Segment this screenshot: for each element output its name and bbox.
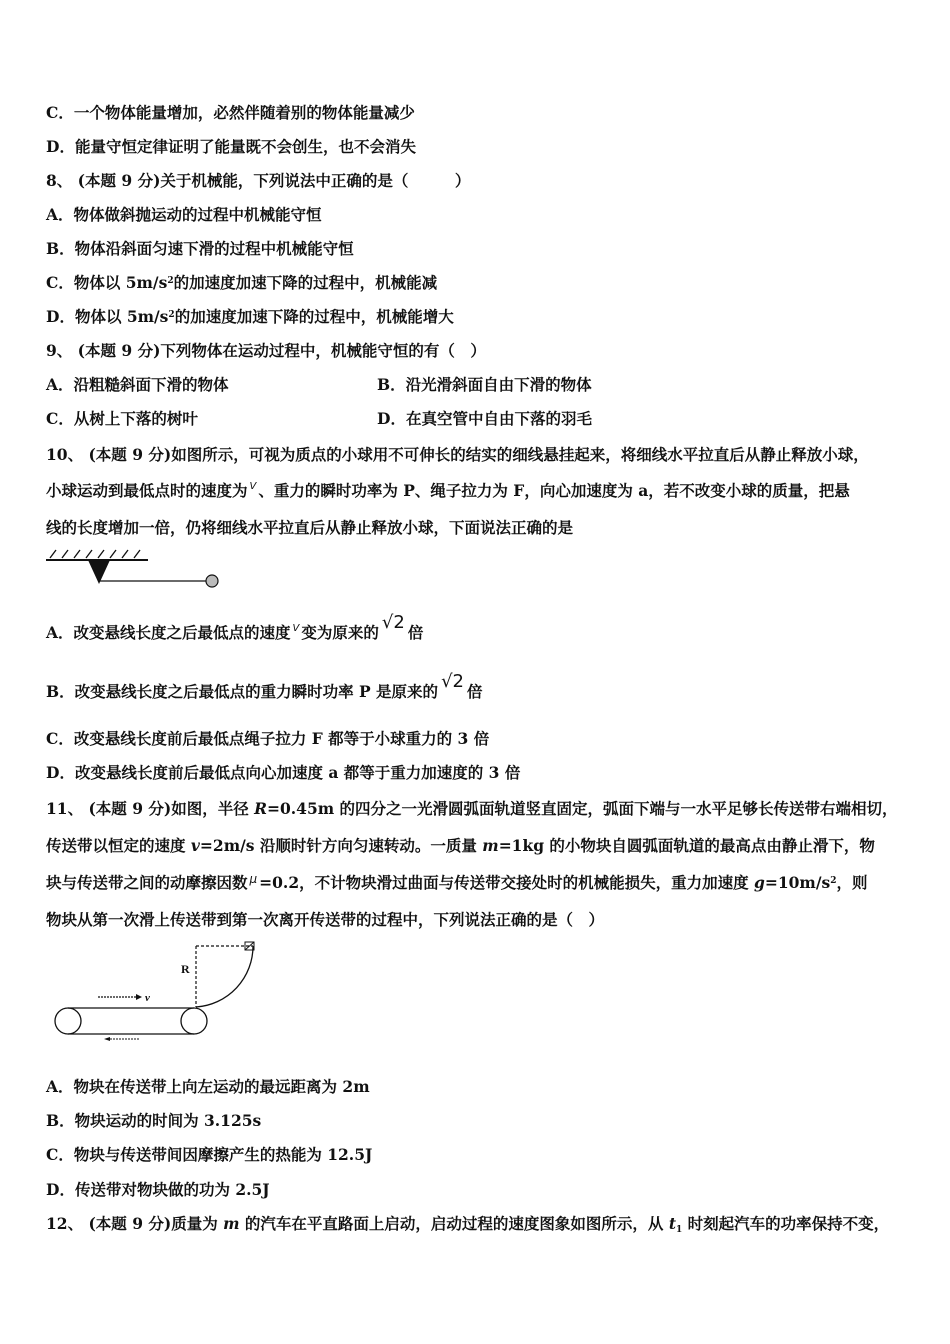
q12-stem: 12、 (本题 9 分)质量为 m 的汽车在平直路面上启动，启动过程的速度图象如图所示，从 t1 时刻起汽车的功率保持不变，: [46, 1214, 890, 1235]
q10-stem-line3: 线的长度增加一倍，仍将细线水平拉直后从静止释放小球，下面说法正确的是: [46, 518, 574, 537]
q8-option-c: C．物体以 $5m/s^2$的加速度加速下降的过程中，机械能减: [46, 273, 438, 292]
q10-stem-line1: 10、 (本题 9 分)如图所示，可视为质点的小球用不可伸长的结实的细线悬挂起来，将细线水平拉直后从静止释放小球，: [46, 445, 869, 464]
q10-option-a: A．改变悬线长度之后最低点的速度 $^V$ 变为原来的 √2 倍: [46, 612, 424, 642]
q9-option-c: C．从树上下落的树叶: [46, 409, 198, 428]
q10-option-b: B．改变悬线长度之后最低点的重力瞬时功率 P 是原来的 √2 倍: [46, 671, 483, 701]
q9-option-d: D．在真空管中自由下落的羽毛: [377, 409, 592, 428]
pendulum-figure: [44, 546, 228, 592]
q11-stem-line1: 11、 (本题 9 分)如图，半径 R=0.45m 的四分之一光滑圆弧面轨道竖直固定，弧面下端与一水平足够长传送带右端相切，: [46, 799, 898, 818]
q9-option-a: A．沿粗糙斜面下滑的物体: [46, 375, 229, 394]
radius-label: R: [181, 962, 190, 976]
q7-option-c: C．一个物体能量增加，必然伴随着别的物体能量减少: [46, 103, 415, 122]
q11-stem-line3: 块与传送带之间的动摩擦因数 $^\mu$ =0.2，不计物块滑过曲面与传送带交接处时的机械能损失，重力加速度 $g=10m/s^2$，则: [46, 872, 868, 892]
q8-stem: 8、 (本题 9 分)关于机械能，下列说法中正确的是（ ）: [46, 171, 471, 190]
q10-option-c: C．改变悬线长度前后最低点绳子拉力 F 都等于小球重力的 3 倍: [46, 729, 490, 748]
q10-stem-line2: 小球运动到最低点时的速度为 $^V$ 、重力的瞬时功率为 P、绳子拉力为 F，向心加速度为 a，若不改变小球的质量，把悬: [46, 481, 850, 500]
q8-option-a: A．物体做斜抛运动的过程中机械能守恒: [46, 205, 322, 224]
q9-option-b: B．沿光滑斜面自由下滑的物体: [377, 375, 592, 394]
q10-option-d: D．改变悬线长度前后最低点向心加速度 a 都等于重力加速度的 3 倍: [46, 763, 521, 782]
q11-stem-line2: 传送带以恒定的速度 v=2m/s 沿顺时针方向匀速转动。一质量 m=1kg 的小物块自圆弧面轨道的最高点由静止滑下，物: [46, 836, 875, 855]
q7-option-d: D．能量守恒定律证明了能量既不会创生，也不会消失: [46, 137, 416, 156]
velocity-label: v: [145, 992, 150, 1004]
q8-option-b: B．物体沿斜面匀速下滑的过程中机械能守恒: [46, 239, 354, 258]
q11-option-b: B．物块运动的时间为 3.125s: [46, 1111, 262, 1130]
q11-option-c: C．物块与传送带间因摩擦产生的热能为 12.5J: [46, 1145, 373, 1164]
conveyor-figure: [48, 938, 270, 1048]
q9-stem: 9、 (本题 9 分)下列物体在运动过程中，机械能守恒的有（ ）: [46, 341, 486, 360]
q11-stem-line4: 物块从第一次滑上传送带到第一次离开传送带的过程中，下列说法正确的是（ ）: [46, 910, 605, 929]
q11-option-d: D．传送带对物块做的功为 2.5J: [46, 1180, 270, 1199]
q8-option-d: D．物体以 $5m/s^2$的加速度加速下降的过程中，机械能增大: [46, 307, 454, 326]
q11-option-a: A．物块在传送带上向左运动的最远距离为 2m: [46, 1077, 370, 1096]
